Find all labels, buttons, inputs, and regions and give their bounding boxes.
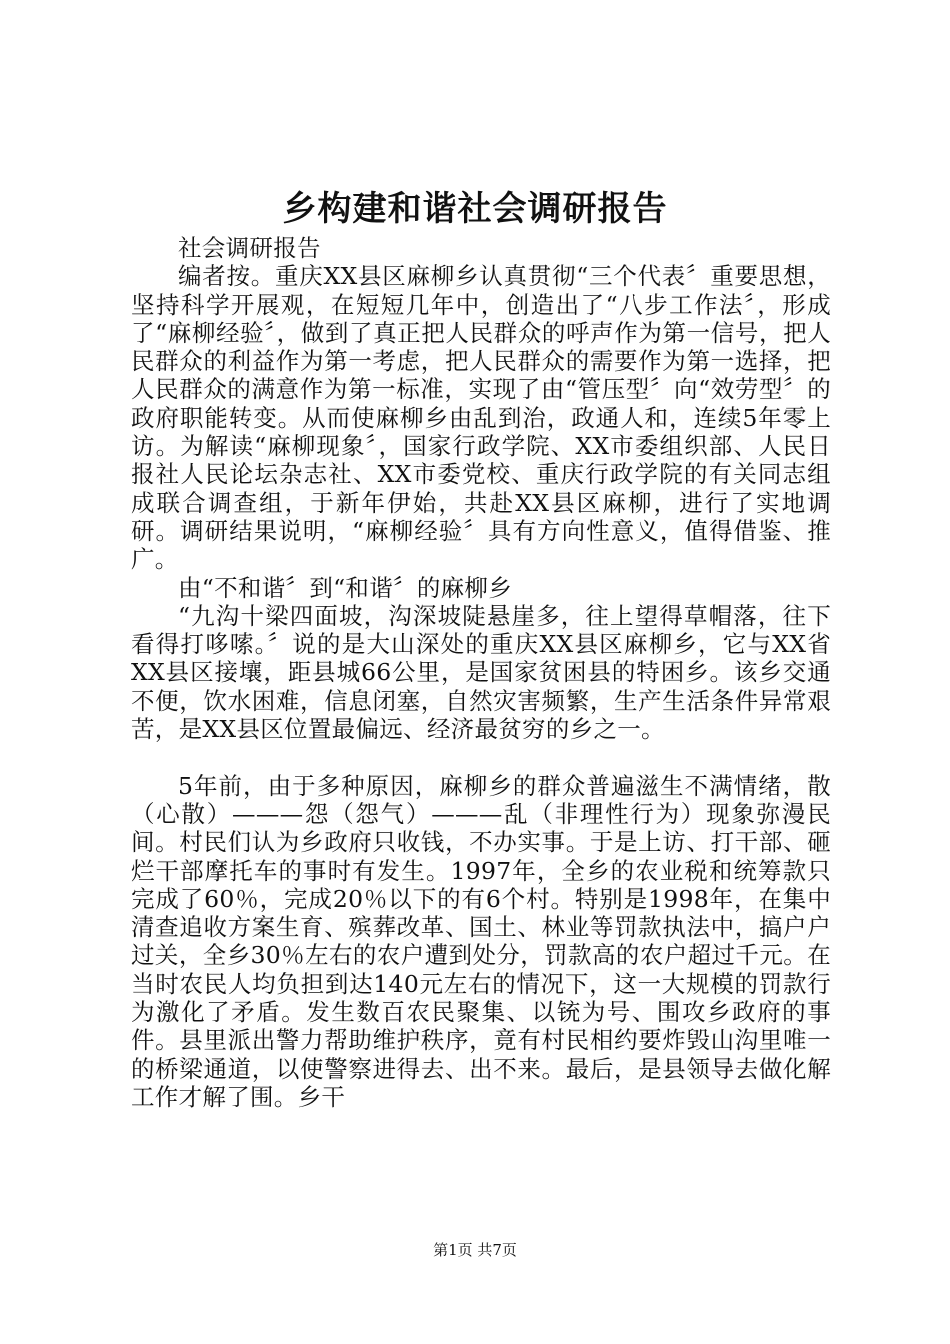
paragraph-section-heading: 由“不和谐〞到“和谐〞的麻柳乡 [178, 573, 513, 602]
document-title: 乡构建和谐社会调研报告 [282, 189, 668, 229]
paragraph-history: 5年前，由于多种原因，麻柳乡的群众普遍滋生不满情绪，散（心散）———怨（怨气）———乱（非理性行为）现象弥漫民间。村民们认为乡政府只收钱，不办实事。于是上访、打干部、砸烂干部摩托车的事时有发生。1997年，全乡的农业税和统筹款只完成了60％，完成20％以下的有6个村。特别是1998年，在集中清查追收方案生育、殡葬改革、国土、林业等罚款执法中，搞户户过关，全乡30％左右的农户遭到处分，罚款高的农户超过千元。在当时农民人均负担到达140元左右的情况下，这一大规模的罚款行为激化了矛盾。发生数百农民聚集、以铳为号、围攻乡政府的事件。县里派出警力帮助维护秩序，竟有村民相约要炸毁山沟里唯一的桥梁通道，以使警察进得去、出不来。最后，是县领导去做化解工作才解了围。乡干 [131, 771, 831, 1111]
paragraph-editor-note: 编者按。重庆XX县区麻柳乡认真贯彻“三个代表〞重要思想，坚持科学开展观，在短短几年中，创造出了“八步工作法〞，形成了“麻柳经验〞，做到了真正把人民群众的呼声作为第一信号，把人民群众的利益作为第一考虑，把人民群众的需要作为第一选择，把人民群众的满意作为第一标准，实现了由“管压型〞向“效劳型〞的政府职能转变。从而使麻柳乡由乱到治，政通人和，连续5年零上访。为解读“麻柳现象〞，国家行政学院、XX市委组织部、人民日报社人民论坛杂志社、XX市委党校、重庆行政学院的有关同志组成联合调查组，于新年伊始，共赴XX县区麻柳，进行了实地调研。调研结果说明，“麻柳经验〞具有方向性意义，值得借鉴、推广。 [131, 262, 831, 574]
paragraph-subtitle: 社会调研报告 [178, 234, 321, 262]
paragraph-location: “九沟十梁四面坡，沟深坡陡悬崖多，往上望得草帽落，往下看得打哆嗦。〞说的是大山深处的重庆XX县区麻柳乡，它与XX省XX县区接壤，距县城66公里，是国家贫困县的特困乡。该乡交通不便，饮水困难，信息闭塞，自然灾害频繁，生产生活条件异常艰苦，是XX县区位置最偏远、经济最贫穷的乡之一。 [131, 601, 831, 744]
document-body [131, 234, 831, 1111]
page-number: 第1页 共7页 [433, 1241, 517, 1259]
